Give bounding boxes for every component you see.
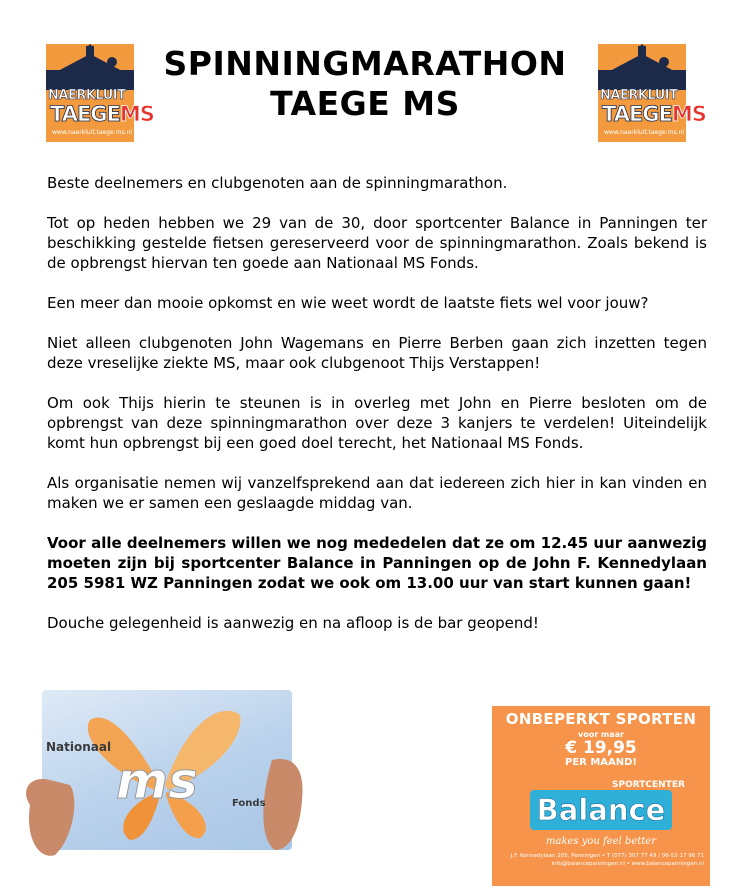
- ad-price: € 19,95: [565, 738, 637, 758]
- paragraph-greeting: Beste deelnemers en clubgenoten aan de spinningmarathon.: [47, 174, 508, 192]
- balance-advertisement: [492, 706, 710, 886]
- ad-voor-maar: voor maar: [577, 730, 624, 739]
- ms-fonds-nationaal: Nationaal: [46, 740, 112, 754]
- paragraph-facilities: Douche gelegenheid is aanwezig en na afloop is de bar geopend!: [47, 614, 539, 632]
- ms-fonds-logo: [10, 690, 310, 885]
- letter-body: [47, 173, 707, 653]
- paragraph-proceeds: Om ook Thijs hierin te steunen is in overleg met John en Pierre besloten om de opbrengst van deze spinningmarathon over deze 3 kanjers te verdelen! Uiteindelijk komt hun opbrengst bij een goed doel terecht, het Nationaal MS Fonds.: [47, 394, 707, 452]
- logo-text-taege-ms: TAEGEMS: [50, 102, 154, 126]
- ad-contact-web: info@balancepanningen.nl • www.balancepanningen.nl: [551, 861, 704, 867]
- paragraph-participants: Niet alleen clubgenoten John Wagemans en Pierre Berben gaan zich inzetten tegen deze vreselijke ziekte MS, maar ook clubgenoot Thijs Verstappen!: [47, 334, 707, 372]
- ms-fonds-ms: ms: [116, 752, 198, 810]
- ad-contact: [498, 852, 704, 868]
- ad-per-maand: PER MAAND!: [564, 757, 637, 768]
- logo-text-taege-ms: TAEGEMS: [602, 102, 706, 126]
- ad-contact-address: J.F. Kennedylaan 205, Panningen • T (077) 307 77 49 / 06-53 17 96 71: [510, 853, 704, 859]
- ad-headline: ONBEPERKT SPORTEN: [505, 710, 697, 728]
- logo-url: www.naerkluit.taege.ms.nl: [52, 129, 133, 136]
- page-title: [140, 44, 590, 125]
- naerkluit-logo-left: [46, 44, 154, 142]
- ad-brand-balance: Balance: [530, 790, 672, 830]
- naerkluit-logo-right: [598, 44, 706, 142]
- title-line-2: TAEGE MS: [270, 84, 460, 124]
- ad-slogan: makes you feel better: [546, 836, 656, 847]
- ad-sportcenter: SPORTCENTER: [612, 780, 685, 790]
- logo-text-naerkluit: NAERKLUIT: [600, 88, 678, 103]
- paragraph-turnout: Een meer dan mooie opkomst en wie weet wordt de laatste fiets wel voor jouw?: [47, 294, 649, 312]
- title-line-1: SPINNINGMARATHON: [163, 44, 567, 83]
- paragraph-organisation: Als organisatie nemen wij vanzelfsprekend aan dat iedereen zich hier in kan vinden en maken we er samen een geslaagde middag van.: [47, 474, 707, 512]
- logo-text-naerkluit: NAERKLUIT: [48, 88, 126, 103]
- ad-price-box: [548, 730, 654, 772]
- paragraph-reservations: Tot op heden hebben we 29 van de 30, door sportcenter Balance in Panningen ter beschikking gestelde fietsen gereserveerd voor de spinningmarathon. Zoals bekend is de opbrengst hiervan ten goede aan Nationaal MS Fonds.: [47, 214, 707, 272]
- ms-fonds-fonds: Fonds: [232, 798, 266, 809]
- paragraph-arrival-notice: Voor alle deelnemers willen we nog mededelen dat ze om 12.45 uur aanwezig moeten zijn bij sportcenter Balance in Panningen op de John F. Kennedylaan 205 5981 WZ Panningen zodat we ook om 13.00 uur van start kunnen gaan!: [47, 534, 707, 592]
- logo-url: www.naerkluit.taege.ms.nl: [604, 129, 685, 136]
